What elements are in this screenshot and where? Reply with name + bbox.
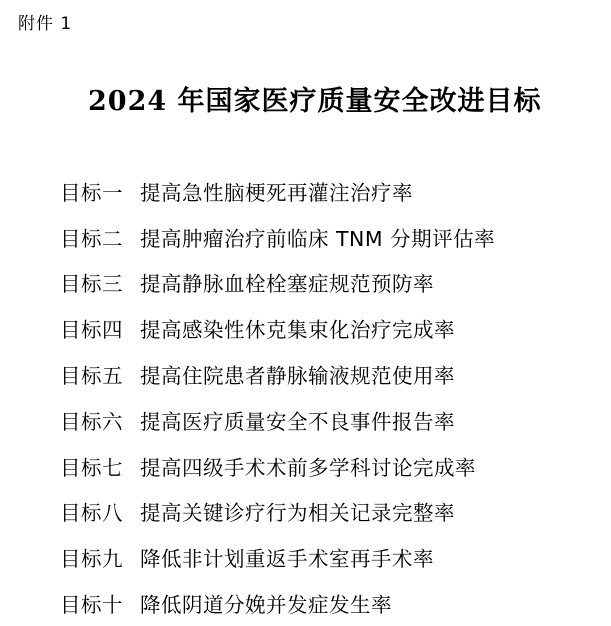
attachment-label: 附件 1 (18, 14, 73, 34)
goal-label: 目标十 (60, 593, 123, 618)
goal-list (60, 168, 495, 626)
goal-label: 目标二 (60, 226, 123, 251)
goal-label: 目标一 (60, 180, 123, 205)
goal-text: 提高肿瘤治疗前临床 TNM 分期评估率 (140, 226, 496, 251)
goal-item (60, 489, 495, 535)
goal-label: 目标六 (60, 409, 123, 434)
goal-item (60, 260, 495, 306)
goal-item (60, 443, 495, 489)
goal-text: 降低阴道分娩并发症发生率 (140, 593, 392, 618)
goal-item (60, 351, 495, 397)
goal-label: 目标三 (60, 272, 123, 297)
goal-item (60, 305, 495, 351)
goal-label: 目标五 (60, 364, 123, 389)
goal-text: 提高感染性休克集束化治疗完成率 (140, 318, 455, 343)
goal-label: 目标九 (60, 547, 123, 572)
goal-item (60, 168, 495, 214)
goal-text: 提高医疗质量安全不良事件报告率 (140, 409, 455, 434)
goal-text: 提高急性脑梗死再灌注治疗率 (140, 180, 413, 205)
document-title: 2024 年国家医疗质量安全改进目标 (88, 86, 542, 117)
goal-text: 降低非计划重返手术室再手术率 (140, 547, 434, 572)
goal-text: 提高四级手术术前多学科讨论完成率 (140, 455, 476, 480)
goal-item (60, 397, 495, 443)
goal-item (60, 580, 495, 626)
goal-label: 目标七 (60, 455, 123, 480)
goal-label: 目标八 (60, 501, 123, 526)
goal-text: 提高关键诊疗行为相关记录完整率 (140, 501, 455, 526)
goal-text: 提高住院患者静脉输液规范使用率 (140, 364, 455, 389)
goal-item (60, 534, 495, 580)
goal-label: 目标四 (60, 318, 123, 343)
goal-item (60, 214, 495, 260)
goal-text: 提高静脉血栓栓塞症规范预防率 (140, 272, 434, 297)
